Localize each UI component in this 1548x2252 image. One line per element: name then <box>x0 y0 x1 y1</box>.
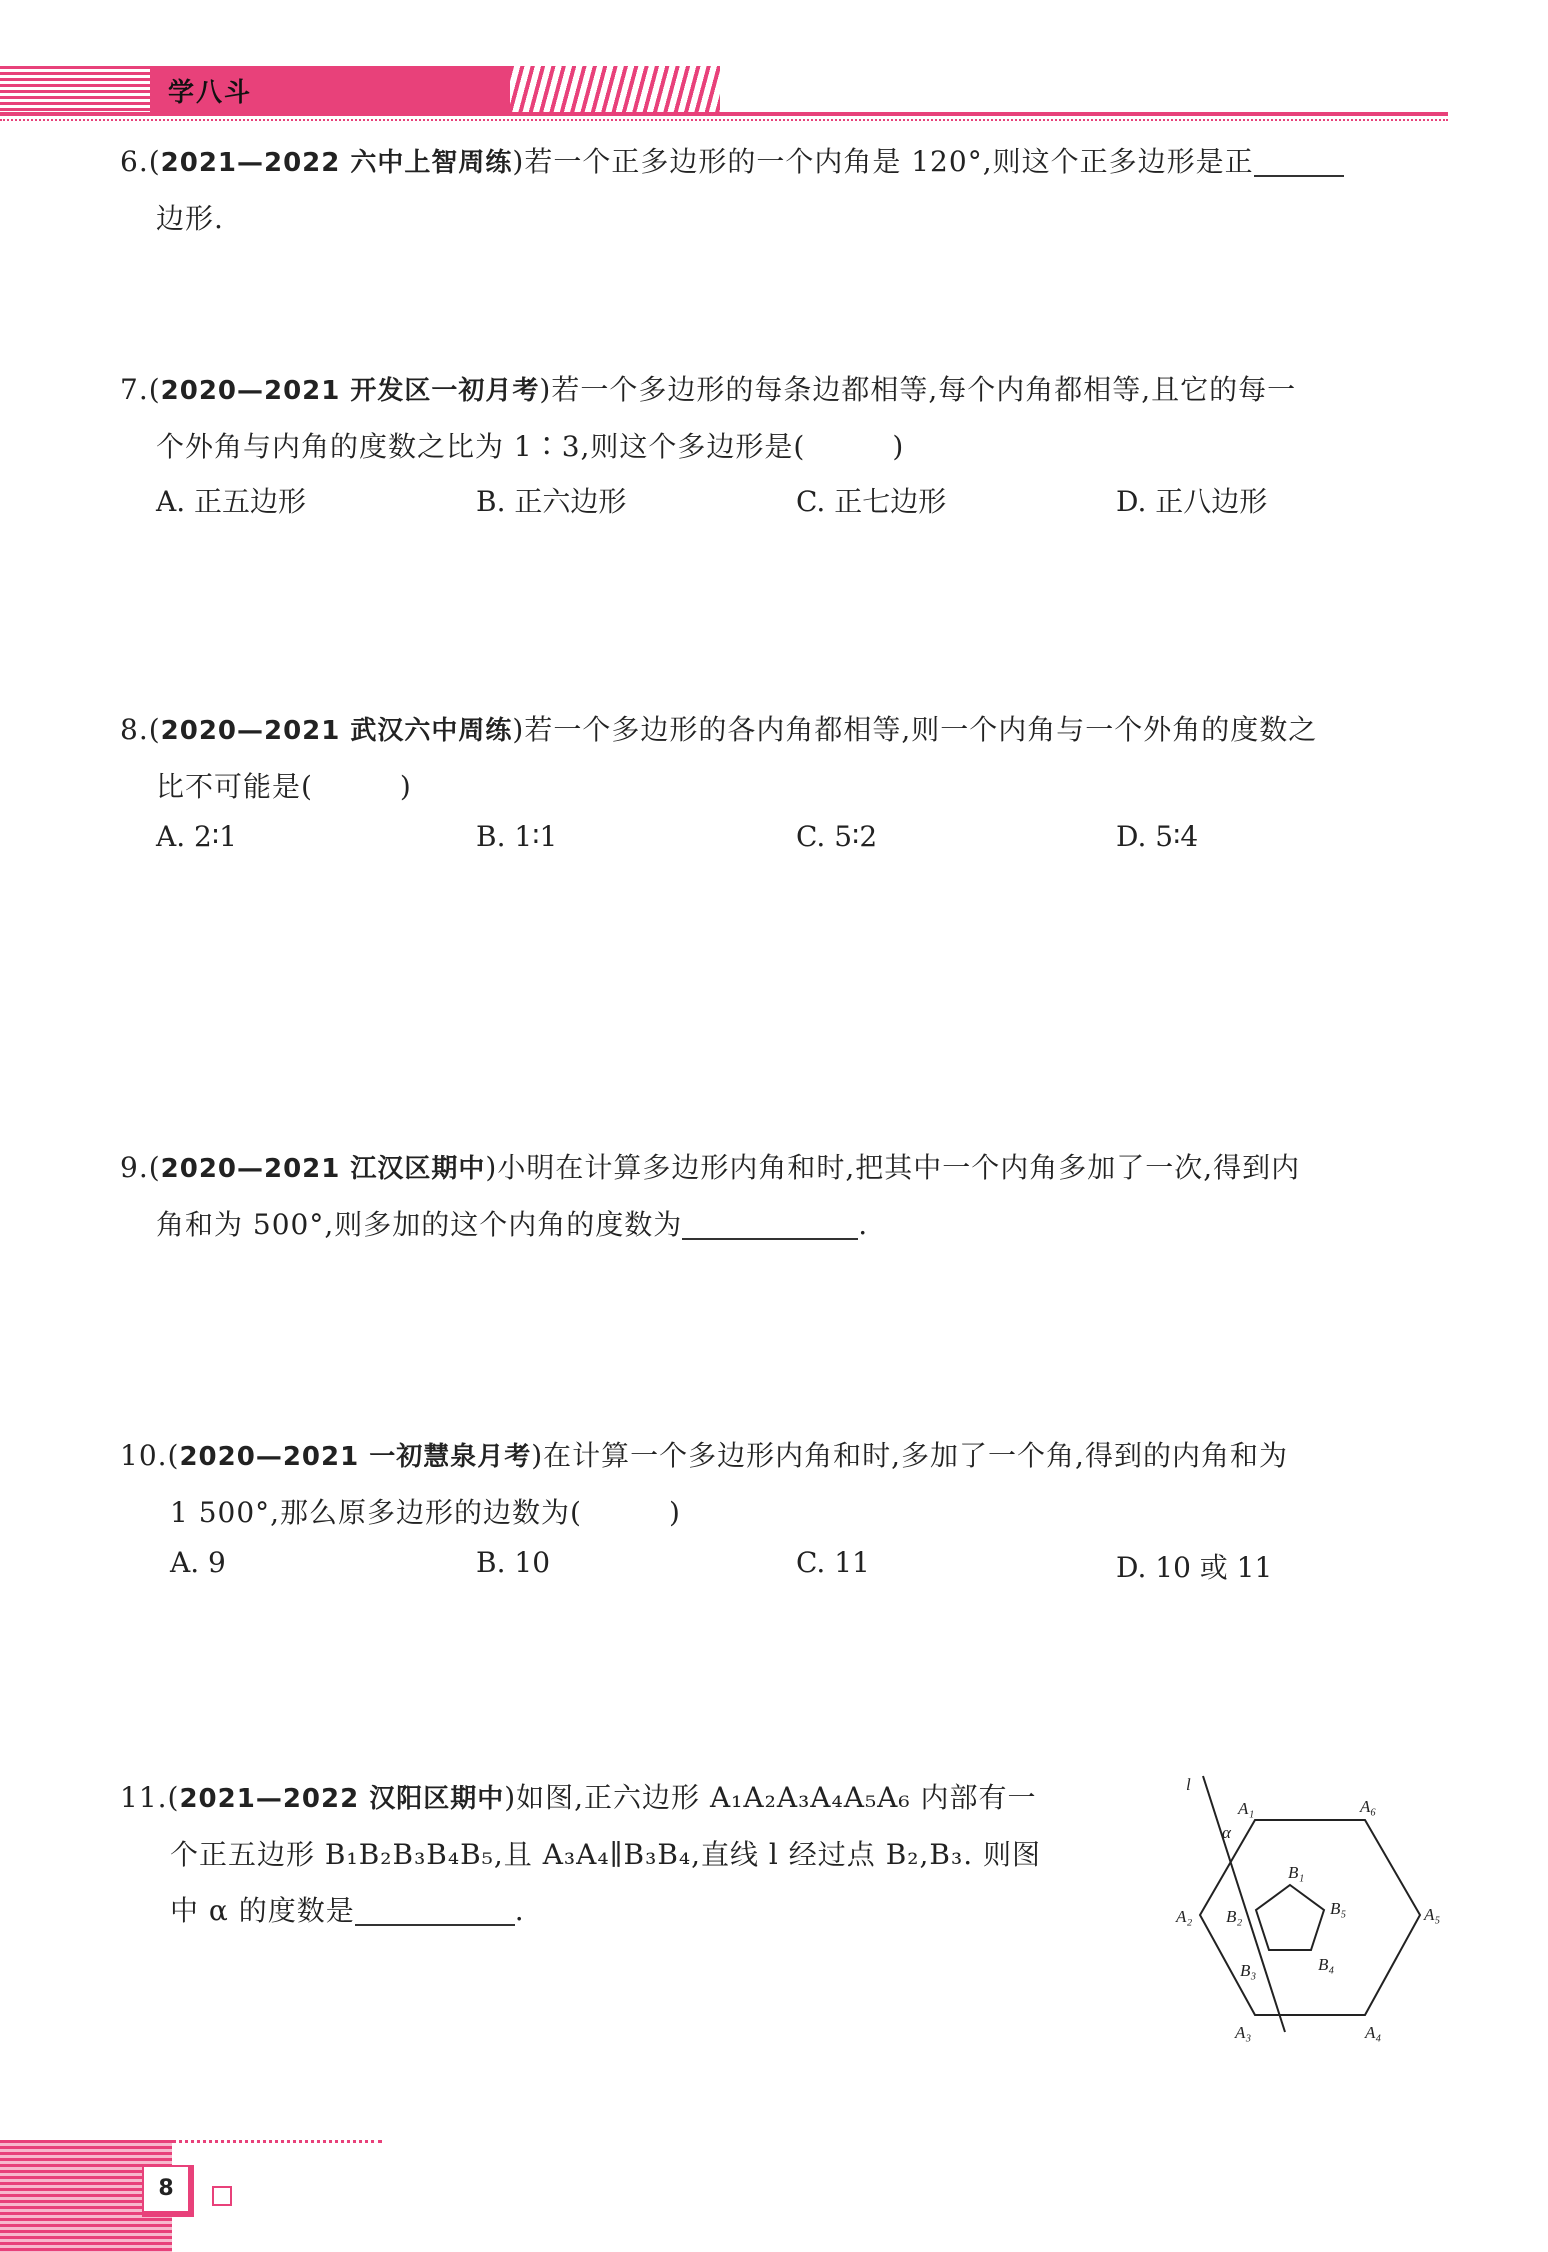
answer-blank[interactable] <box>682 1204 858 1240</box>
question-7-option-b[interactable]: B. 正六边形 <box>476 485 627 518</box>
question-7-option-a[interactable]: A. 正五边形 <box>156 485 307 518</box>
question-10-option-d[interactable]: D. 10 或 11 <box>1116 1551 1273 1584</box>
question-6-source: 2021—2022 六中上智周练 <box>160 148 513 178</box>
header-title: 学八斗 <box>168 78 253 108</box>
question-11 <box>120 1770 1160 1939</box>
label-alpha: α <box>1222 1823 1231 1842</box>
question-11-line-3: 中 α 的度数是 . <box>120 1883 1160 1939</box>
answer-blank[interactable] <box>355 1890 515 1926</box>
question-8-option-b[interactable]: B. 1∶1 <box>476 820 558 853</box>
question-8-option-d[interactable]: D. 5∶4 <box>1116 820 1199 853</box>
question-6 <box>120 134 1460 247</box>
regular-pentagon <box>1256 1885 1324 1950</box>
question-10-source: 2020—2021 一初慧泉月考 <box>179 1442 532 1472</box>
label-a4: A₄ <box>1365 2023 1382 2042</box>
label-a2: A₂ <box>1176 1907 1193 1926</box>
page-number: 8 <box>142 2165 194 2217</box>
question-8-line-1: 8.(2020—2021 武汉六中周练)若一个多边形的各内角都相等,则一个内角与一个外角的度数之 <box>120 713 1318 746</box>
question-7-line-2: 个外角与内角的度数之比为 1∶3,则这个多边形是( ) <box>156 430 905 463</box>
question-6-line-2: 边形. <box>156 202 224 235</box>
footer-square-icon <box>212 2186 232 2206</box>
answer-blank[interactable] <box>1254 141 1344 177</box>
question-7-line-1: 7.(2020—2021 开发区一初月考)若一个多边形的每条边都相等,每个内角都相等,且它的每一 <box>120 373 1297 406</box>
question-8-line-2: 比不可能是( ) <box>156 770 412 803</box>
label-b5: B₅ <box>1330 1899 1347 1918</box>
question-7-option-c[interactable]: C. 正七边形 <box>796 485 947 518</box>
label-b1: B₁ <box>1288 1863 1305 1882</box>
label-b2: B₂ <box>1226 1907 1243 1926</box>
label-a6: A₆ <box>1360 1797 1377 1816</box>
question-8-option-a[interactable]: A. 2∶1 <box>156 820 237 853</box>
header-stripes <box>0 66 150 116</box>
question-7-source: 2020—2021 开发区一初月考 <box>160 376 540 406</box>
question-11-line-2: 个正五边形 B₁B₂B₃B₄B₅,且 A₃A₄∥B₃B₄,直线 l 经过点 B₂,B₃. 则图 <box>170 1838 1041 1871</box>
header-dotted-rule <box>0 119 1448 121</box>
question-8 <box>120 702 1460 815</box>
label-b3: B₃ <box>1240 1961 1257 1980</box>
label-a1: A₁ <box>1238 1799 1255 1818</box>
question-10-line-1: 10.(2020—2021 一初慧泉月考)在计算一个多边形内角和时,多加了一个角,得到的内角和为 <box>120 1439 1288 1472</box>
question-9 <box>120 1140 1460 1253</box>
hexagon-pentagon-figure <box>1160 1770 1460 2050</box>
footer-dotted-rule <box>172 2140 382 2143</box>
question-8-option-c[interactable]: C. 5∶2 <box>796 820 878 853</box>
question-11-source: 2021—2022 汉阳区期中 <box>179 1784 505 1814</box>
label-a3: A₃ <box>1235 2023 1252 2042</box>
question-11-line-1: 11.(2021—2022 汉阳区期中)如图,正六边形 A₁A₂A₃A₄A₅A₆ 内部有一 <box>120 1781 1037 1814</box>
question-10-option-c[interactable]: C. 11 <box>796 1546 870 1579</box>
question-7-option-d[interactable]: D. 正八边形 <box>1116 485 1268 518</box>
label-b4: B₄ <box>1318 1955 1335 1974</box>
question-9-line-2: 角和为 500°,则多加的这个内角的度数为 . <box>120 1197 1460 1253</box>
question-9-line-1: 9.(2020—2021 江汉区期中)小明在计算多边形内角和时,把其中一个内角多加了一次,得到内 <box>120 1151 1301 1184</box>
label-line-l: l <box>1186 1775 1191 1794</box>
header-hatch <box>510 66 720 116</box>
question-10-option-b[interactable]: B. 10 <box>476 1546 551 1579</box>
label-a5: A₅ <box>1424 1905 1441 1924</box>
question-9-source: 2020—2021 江汉区期中 <box>160 1154 486 1184</box>
question-7 <box>120 362 1460 475</box>
question-8-source: 2020—2021 武汉六中周练 <box>160 716 513 746</box>
question-10-line-2: 1 500°,那么原多边形的边数为( ) <box>170 1496 681 1529</box>
question-10-option-a[interactable]: A. 9 <box>170 1546 226 1579</box>
question-6-line-1: 6.(2021—2022 六中上智周练)若一个正多边形的一个内角是 120°,则这个正多边形是正 <box>120 134 1460 191</box>
question-10 <box>120 1428 1460 1541</box>
header-rule <box>0 112 1448 116</box>
